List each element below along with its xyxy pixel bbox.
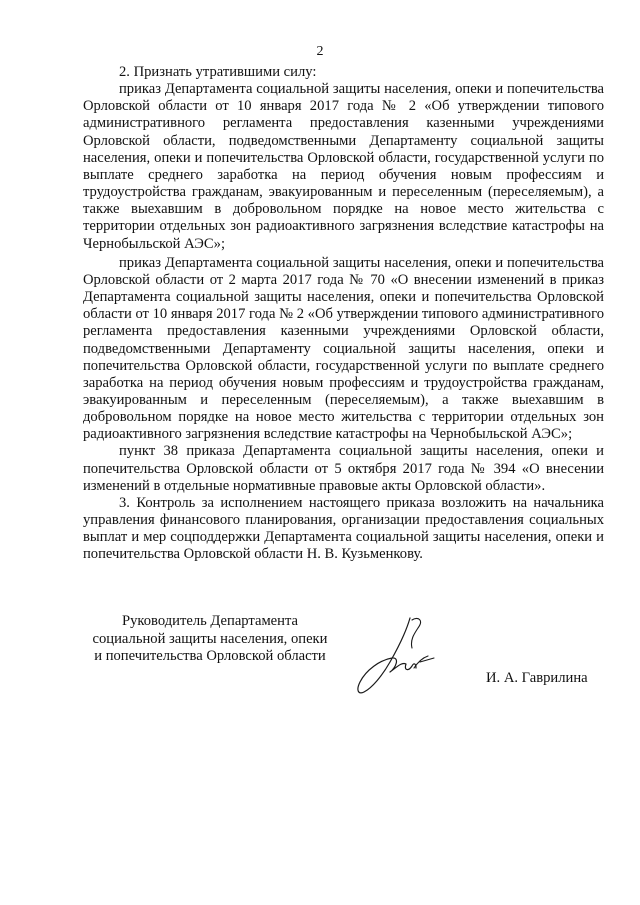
paragraph-order-no70: приказ Департамента социальной защиты населения, опеки и попечительства Орловской области от 2 марта 2017 года № 70 «О внесении изменений в приказ Департамента социальной защиты населения, опеки и попечительства Орловской области от 10 января 2017 года № 2 «Об утверждении типового административного регламента предоставления казенными учреждениями Орловской области, подведомственными Департаменту социальной защиты населения, опеки и попечительства Орловской области, государственной услуги по выплате среднего заработка на период обучения новым профессиям и трудоустройства гражданам, эвакуированным и переселенным (переселяемым), а также выехавшим в добровольном порядке на новое место жительства с территории отдельных зон радиоактивного загрязнения вследствие катастрофы на Чернобыльской АЭС»; bbox=[83, 254, 604, 443]
document-body bbox=[83, 64, 604, 564]
signatory-title-line: Руководитель Департамента bbox=[122, 613, 298, 629]
paragraph-item-2-heading: 2. Признать утратившими силу: bbox=[119, 64, 317, 80]
paragraph-order-no2: приказ Департамента социальной защиты населения, опеки и попечительства Орловской области от 10 января 2017 года № 2 «Об утверждении типового административного регламента предоставления казенными учреждениями Орловской области, подведомственными Департаменту социальной защиты населения, опеки и попечительства Орловской области, государственной услуги по выплате среднего заработка на период обучения новым профессиям и трудоустройства гражданам, эвакуированным и переселенным (переселяемым), а также выехавшим в добровольном порядке на новое место жительства с территории отдельных зон радиоактивного загрязнения вследствие катастрофы на Чернобыльской АЭС»; bbox=[83, 81, 604, 252]
paragraph-point-38: пункт 38 приказа Департамента социальной защиты населения, опеки и попечительства Орловской области от 5 октября 2017 года № 394 «О внесении изменений в отдельные нормативные правовые акты Орловской области». bbox=[83, 443, 604, 494]
signatory-name: И. А. Гаврилина bbox=[486, 670, 588, 686]
paragraph-item-3-control: 3. Контроль за исполнением настоящего приказа возложить на начальника управления финансового планирования, организации предоставления социальных выплат и мер соцподдержки Департамента социальной защиты населения, опеки и попечительства Орловской области Н. В. Кузьменкову. bbox=[83, 494, 604, 563]
handwritten-signature bbox=[352, 612, 442, 697]
signatory-title bbox=[70, 613, 350, 666]
signatory-title-line: социальной защиты населения, опеки bbox=[92, 630, 328, 647]
signatory-title-line: и попечительства Орловской области bbox=[94, 648, 326, 664]
page-number: 2 bbox=[316, 44, 324, 59]
